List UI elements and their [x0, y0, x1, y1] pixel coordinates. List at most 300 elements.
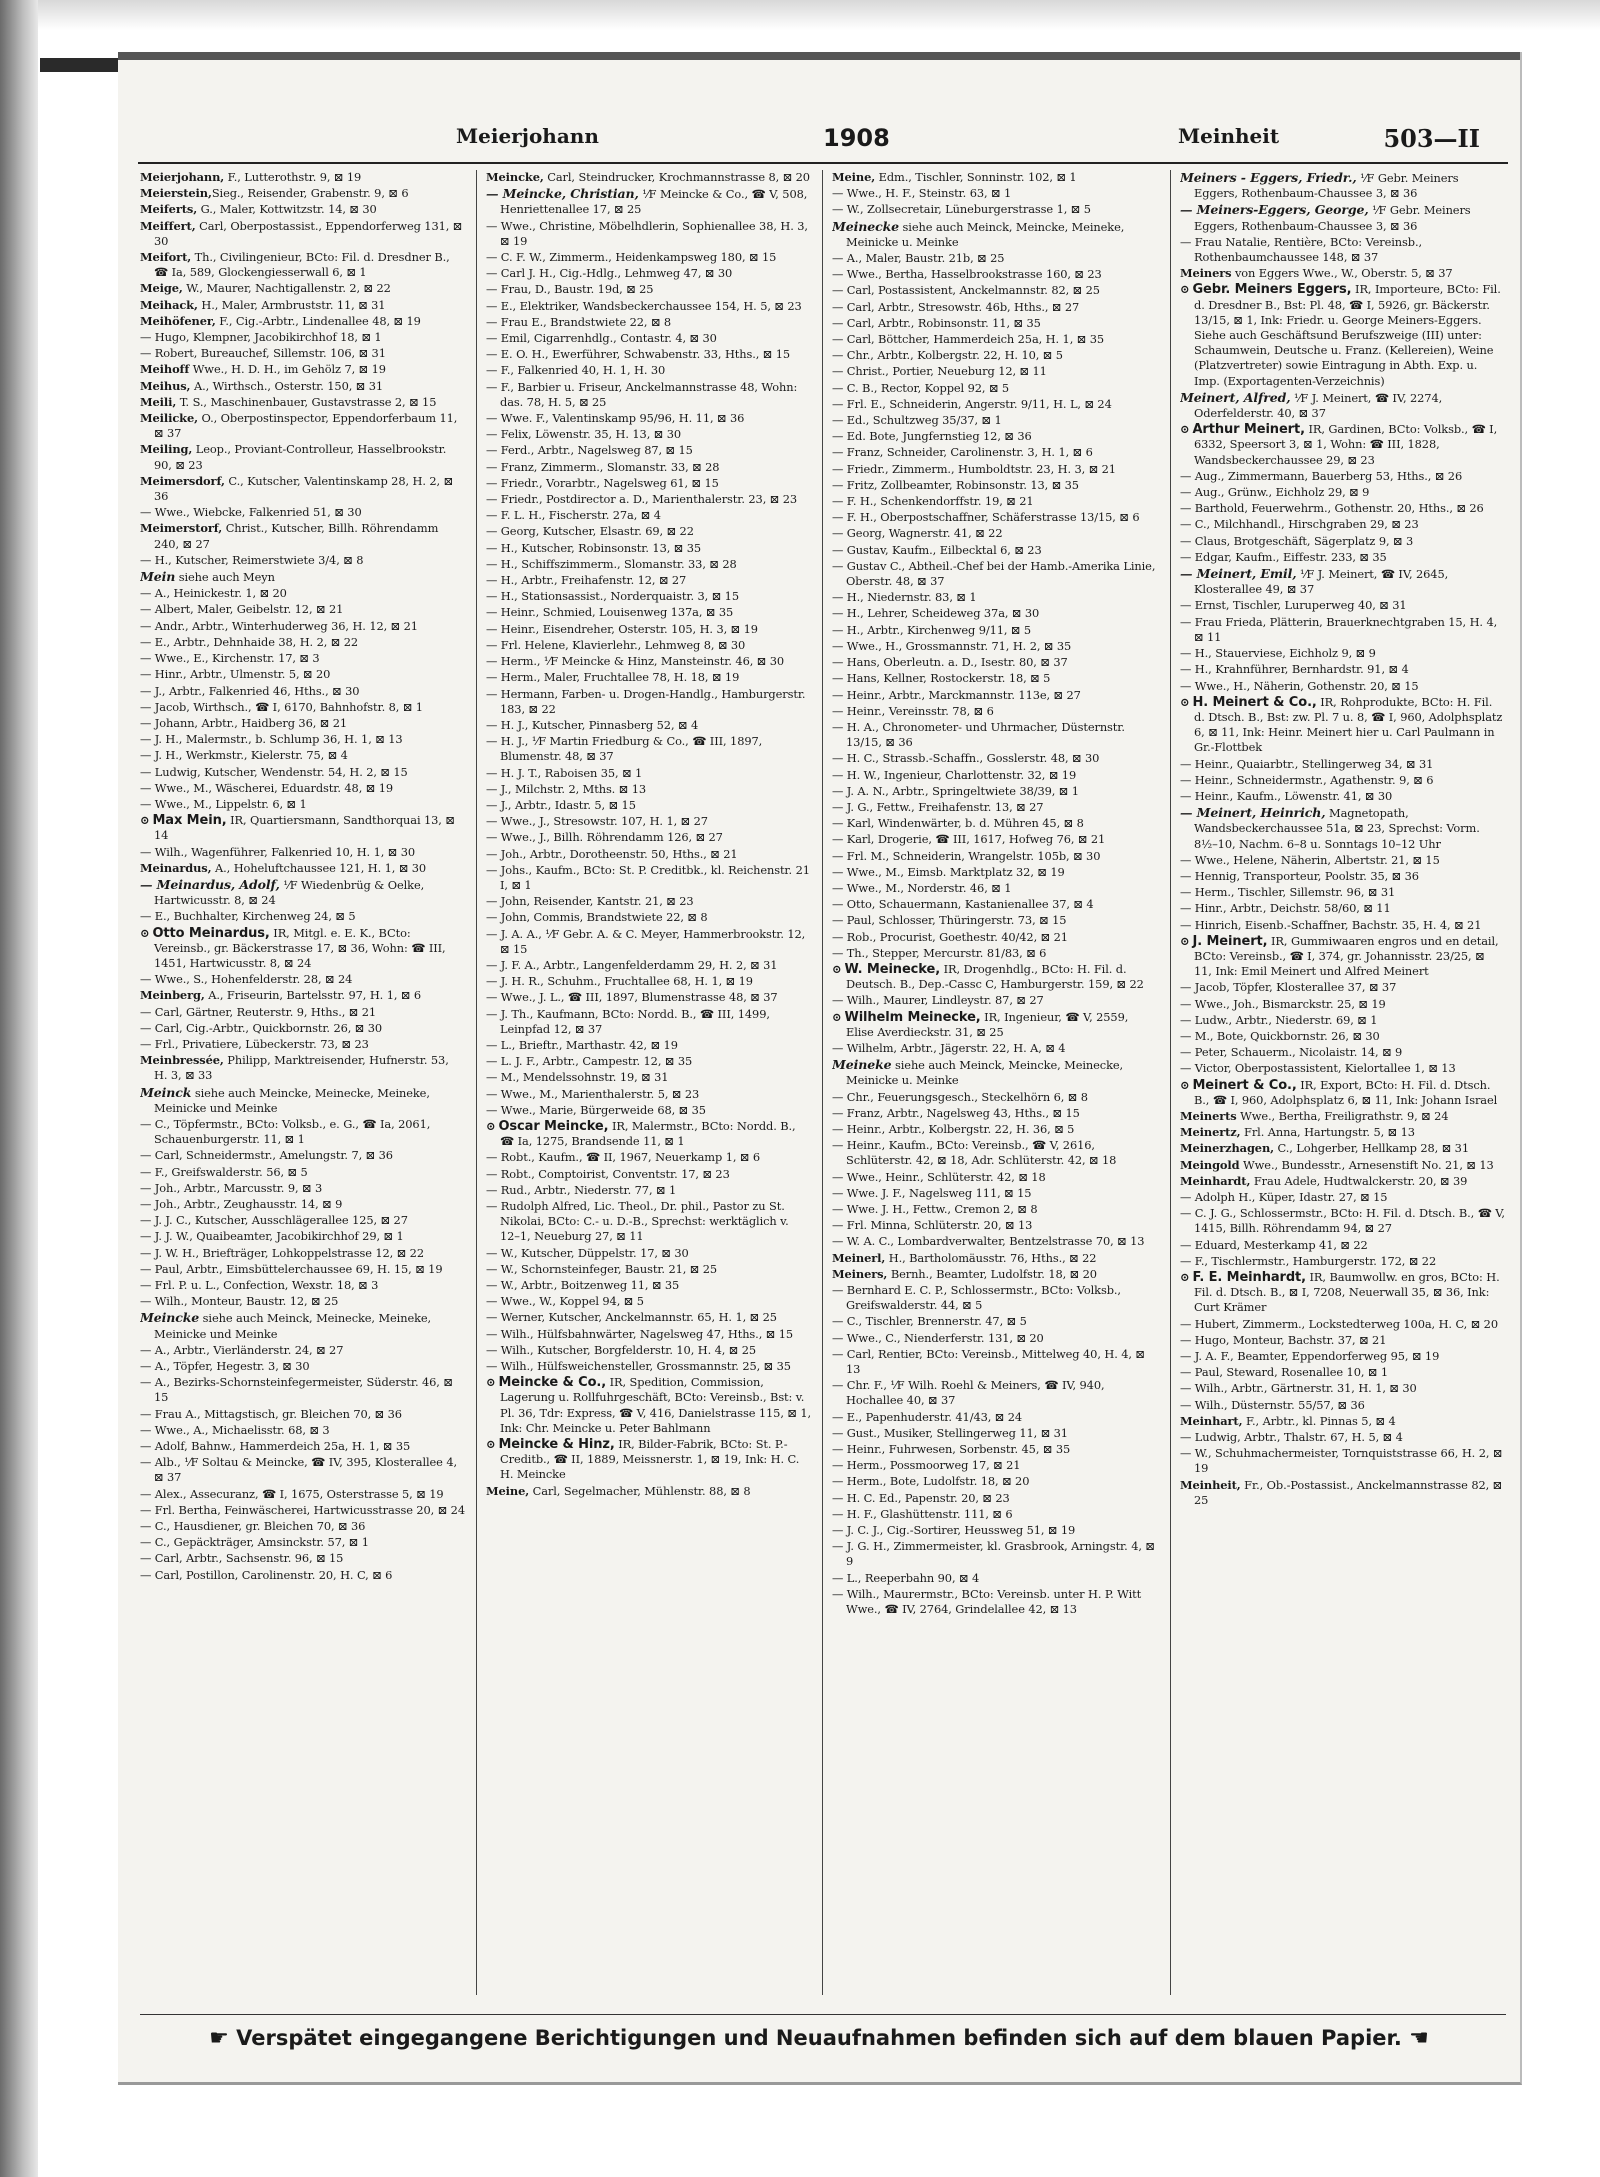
entry-name: Otto Meinardus,: [152, 925, 270, 941]
entry-details: — A., Arbtr., Vierländerstr. 24, ⊠ 27: [140, 1342, 344, 1357]
directory-entry: [832, 590, 1157, 605]
directory-entry: [486, 299, 811, 314]
entry-name: F. E. Meinhardt,: [1192, 1270, 1306, 1286]
directory-entry: [832, 1057, 1157, 1088]
directory-entry: [486, 380, 811, 410]
page-top-strip: [118, 52, 1520, 60]
directory-entry: [832, 1251, 1157, 1266]
directory-entry: [140, 1053, 465, 1083]
directory-entry: [1180, 550, 1505, 565]
directory-entry: [832, 300, 1157, 315]
entry-details: — Wilh., Hülfsweichensteller, Grossmannstr. 25, ⊠ 35: [486, 1359, 791, 1374]
entry-details: Leop., Proviant-Controlleur, Hasselbrookstr. 90, ⊠ 23: [154, 442, 447, 472]
directory-entry: [1180, 1206, 1505, 1236]
pointing-hand-right-icon: ☚: [1409, 2026, 1429, 2051]
directory-entry: [1180, 1254, 1505, 1269]
entry-details: — Herm., ⅟F Meincke & Hinz, Mansteinstr. 46, ⊠ 30: [486, 654, 785, 669]
entry-name: Meine,: [486, 1483, 530, 1498]
entry-details: — H., Lehrer, Scheideweg 37a, ⊠ 30: [832, 606, 1040, 621]
entry-details: — J. C. J., Cig.-Sortirer, Heussweg 51, ⊠ 19: [832, 1523, 1076, 1538]
directory-entry: [1180, 615, 1505, 645]
entry-details: — Aug., Grünw., Eichholz 29, ⊠ 9: [1180, 485, 1370, 500]
entry-details: — Frl., Privatiere, Lübeckerstr. 73, ⊠ 23: [140, 1036, 369, 1051]
entry-details: — Chr. F., ⅟F Wilh. Roehl & Meiners, ☎ IV, 940, Hochallee 40, ⊠ 37: [832, 1378, 1105, 1408]
entry-name: — Meiners-Eggers, George,: [1180, 202, 1369, 218]
entry-name: Meincke & Co.,: [498, 1375, 607, 1391]
entry-details: A., Friseurin, Bartelsstr. 97, H. 1, ⊠ 6: [204, 988, 421, 1003]
entry-details: — Wwe., H., Grossmannstr. 71, H. 2, ⊠ 35: [832, 638, 1072, 653]
directory-entry: [140, 1037, 465, 1052]
entry-details: H., Bartholomäusstr. 76, Hths., ⊠ 22: [885, 1250, 1097, 1265]
entry-details: — Carl, Arbtr., Stresowstr. 46b, Hths., ⊠ 27: [832, 299, 1080, 314]
directory-entry: [486, 718, 811, 733]
directory-entry: [1180, 918, 1505, 933]
directory-entry: [486, 958, 811, 973]
entry-details: Carl, Oberpostassist., Eppendorferweg 131, ⊠ 30: [154, 218, 463, 248]
directory-entry: [486, 670, 811, 685]
directory-entry: [486, 605, 811, 620]
directory-entry: [832, 1170, 1157, 1185]
entry-name: Meifort,: [140, 250, 192, 265]
directory-entry: [140, 1535, 465, 1550]
entry-name: Meinertz,: [1180, 1125, 1241, 1140]
entry-details: siehe auch Meinck, Meincke, Meinecke, Meinicke u. Meinke: [846, 1058, 1124, 1088]
entry-details: — Wwe., W., Koppel 94, ⊠ 5: [486, 1294, 644, 1309]
scan-edge-top: [38, 0, 1600, 30]
pointing-hand-left-icon: ☛: [209, 2026, 229, 2051]
entry-details: — E., Buchhalter, Kirchenweg 24, ⊠ 5: [140, 909, 356, 924]
entry-details: — Hennig, Transporteur, Poolstr. 35, ⊠ 36: [1180, 868, 1419, 883]
entry-name: Meierjohann,: [140, 170, 225, 184]
entry-details: ⅟F J. Meinert, ☎ IV, 2645, Klosterallee 49, ⊠ 37: [1194, 567, 1449, 597]
directory-entry: [140, 553, 465, 568]
directory-entry: [832, 623, 1157, 638]
entry-details: F., Arbtr., kl. Pinnas 5, ⊠ 4: [1242, 1413, 1396, 1428]
entry-details: — Frl. E., Schneiderin, Angerstr. 9/11, H. L, ⊠ 24: [832, 396, 1112, 411]
entry-name: Meiffert,: [140, 218, 196, 233]
directory-entry: [486, 347, 811, 362]
entry-name: Wilhelm Meinecke,: [844, 1009, 981, 1025]
directory-entry: [486, 1246, 811, 1261]
entry-details: — J. G., Fettw., Freihafenstr. 13, ⊠ 27: [832, 799, 1044, 814]
directory-entry: [1180, 598, 1505, 613]
header-left-word: Meierjohann: [456, 124, 599, 148]
entry-details: — J. H., Werkmstr., Kielerstr. 75, ⊠ 4: [140, 748, 348, 763]
directory-entry: [832, 364, 1157, 379]
entry-details: — Franz, Arbtr., Nagelsweg 43, Hths., ⊠ 15: [832, 1105, 1080, 1120]
entry-details: IR, Quartiersmann, Sandthorquai 13, ⊠ 14: [154, 813, 455, 843]
entry-details: — C., Tischler, Brennerstr. 47, ⊠ 5: [832, 1314, 1027, 1329]
entry-name: Meinhardt,: [1180, 1173, 1251, 1188]
directory-entry: [486, 266, 811, 281]
directory-entry: [140, 186, 465, 201]
registered-firm-icon: ⊙: [486, 1375, 496, 1390]
directory-entry: [1180, 1317, 1505, 1332]
entry-name: Meincke & Hinz,: [498, 1437, 615, 1453]
entry-details: — L. J. F., Arbtr., Campestr. 12, ⊠ 35: [486, 1054, 693, 1069]
entry-details: Fr., Ob.-Postassist., Anckelmannstrasse 82, ⊠ 25: [1194, 1477, 1503, 1507]
directory-entry: [832, 946, 1157, 961]
entry-name: Meinert, Alfred,: [1180, 389, 1291, 405]
entry-details: Wwe., H. D. H., im Gehölz 7, ⊠ 19: [189, 362, 386, 377]
entry-details: — Emil, Cigarrenhdlg., Contastr. 4, ⊠ 30: [486, 331, 717, 346]
directory-entry: [486, 557, 811, 572]
directory-entry: [832, 606, 1157, 621]
directory-entry: [1180, 646, 1505, 661]
entry-details: G., Maler, Kottwitzstr. 14, ⊠ 30: [197, 202, 377, 217]
directory-entry: [832, 559, 1157, 589]
entry-details: — W., Schuhmachermeister, Tornquiststrasse 66, H. 2, ⊠ 19: [1180, 1446, 1503, 1476]
directory-entry: [140, 1551, 465, 1566]
directory-entry: [486, 1278, 811, 1293]
entry-details: — J. H., Malermstr., b. Schlump 36, H. 1, ⊠ 13: [140, 732, 403, 747]
directory-entry: [486, 315, 811, 330]
entry-details: — Andr., Arbtr., Winterhuderweg 36, H. 12, ⊠ 21: [140, 618, 418, 633]
entry-details: — Georg, Kutscher, Elsastr. 69, ⊠ 22: [486, 524, 694, 539]
directory-entry: [486, 492, 811, 507]
entry-details: — Otto, Schauermann, Kastanienallee 37, ⊠ 4: [832, 897, 1094, 912]
directory-entry: [140, 1278, 465, 1293]
entry-details: — Wwe., Wiebcke, Falkenried 51, ⊠ 30: [140, 505, 362, 520]
directory-entry: [1180, 485, 1505, 500]
directory-entry: [832, 494, 1157, 509]
entry-details: — Wwe. J. F., Nagelsweg 111, ⊠ 15: [832, 1185, 1032, 1200]
entry-details: — Rudolph Alfred, Lic. Theol., Dr. phil., Pastor zu St. Nikolai, BCto: C.- u. D.-B., Sprechst: werktäglich v. 12–1, Neueburg 27, ⊠ 11: [486, 1199, 789, 1244]
directory-entry: [832, 800, 1157, 815]
entry-details: — Friedr., Postdirector a. D., Marienthalerstr. 23, ⊠ 23: [486, 492, 797, 507]
directory-entry: [486, 863, 811, 893]
entry-details: Wwe., Bundesstr., Arnesenstift No. 21, ⊠ 13: [1239, 1157, 1494, 1172]
entry-details: ⅟F Wiedenbrüg & Oelke, Hartwicusstr. 8, ⊠ 24: [154, 877, 425, 908]
entry-details: — Johs., Kaufm., BCto: St. P. Creditbk., kl. Reichenstr. 21 I, ⊠ 1: [486, 862, 810, 892]
entry-details: — F. H., Schenkendorffstr. 19, ⊠ 21: [832, 494, 1034, 509]
entry-details: — Barthold, Feuerwehrm., Gothenstr. 20, Hths., ⊠ 26: [1180, 501, 1484, 516]
entry-details: — Heinr., Quaiarbtr., Stellingerweg 34, ⊠ 31: [1180, 756, 1434, 771]
entry-details: — Frau Frieda, Plätterin, Brauerknechtgraben 15, H. 4, ⊠ 11: [1180, 614, 1498, 644]
entry-details: ⅟F Gebr. Meiners Eggers, Rothenbaum-Chaussee 3, ⊠ 36: [1194, 203, 1471, 233]
entry-details: IR, Bilder-Fabrik, BCto: St. P.-Creditb., ☎ II, 1889, Meissnerstr. 1, ⊠ 19, Ink: H. C. H. Meincke: [500, 1437, 800, 1482]
entry-details: Carl, Segelmacher, Mühlenstr. 88, ⊠ 8: [529, 1483, 751, 1498]
entry-details: — J., Milchstr. 2, Mths. ⊠ 13: [486, 781, 646, 796]
directory-entry: [1180, 679, 1505, 694]
directory-entry: [140, 1148, 465, 1163]
directory-entry: [486, 573, 811, 588]
entry-details: — Wilh., Hülfsbahnwärter, Nagelsweg 47, Hths., ⊠ 15: [486, 1326, 794, 1341]
directory-entry: [140, 170, 465, 185]
entry-details: IR, Malermstr., BCto: Nordd. B., ☎ Ia, 1275, Brandsende 11, ⊠ 1: [500, 1118, 796, 1149]
entry-details: — Claus, Brotgeschäft, Sägerplatz 9, ⊠ 3: [1180, 533, 1414, 548]
directory-entry: [140, 1310, 465, 1341]
directory-entry: [486, 847, 811, 862]
entry-details: — Hugo, Monteur, Bachstr. 37, ⊠ 21: [1180, 1332, 1387, 1347]
directory-entry: [140, 748, 465, 763]
entry-details: — Wwe., H., Näherin, Gothenstr. 20, ⊠ 15: [1180, 678, 1419, 693]
entry-details: IR, Rohprodukte, BCto: H. Fil. d. Dtsch. B., Bst: zw. Pl. 7 u. 8, ☎ I, 960, Adolphsplatz 6, ⊠ 11, Ink: Heinr. Meinert hier u. Carl Paulmann in Gr.-Flottbek: [1194, 694, 1503, 755]
entry-details: — F. H., Oberpostschaffner, Schäferstrasse 13/15, ⊠ 6: [832, 510, 1140, 525]
directory-entry: [140, 765, 465, 780]
directory-entry: [486, 1310, 811, 1325]
entry-details: — Alb., ⅟F Soltau & Meincke, ☎ IV, 395, Klosterallee 4, ⊠ 37: [140, 1455, 457, 1485]
directory-entry: [140, 521, 465, 551]
directory-entry: [832, 1283, 1157, 1313]
directory-entry: [486, 927, 811, 957]
registered-firm-icon: ⊙: [486, 1437, 496, 1452]
entry-name: Meilicke,: [140, 411, 198, 426]
entry-details: — Wwe., S., Hohenfelderstr. 28, ⊠ 24: [140, 972, 353, 987]
directory-entry: [1180, 997, 1505, 1012]
entry-details: — Hinr., Arbtr., Ulmenstr. 5, ⊠ 20: [140, 667, 331, 682]
entry-details: — Georg, Wagnerstr. 41, ⊠ 22: [832, 526, 1003, 541]
entry-details: — Hugo, Klempner, Jacobikirchhof 18, ⊠ 1: [140, 330, 382, 345]
directory-entry: [1180, 282, 1505, 388]
directory-entry: [1180, 235, 1505, 265]
entry-details: — Wwe., C., Nienderferstr. 131, ⊠ 20: [832, 1330, 1044, 1345]
directory-entry: [486, 250, 811, 265]
entry-details: — Karl, Windenwärter, b. d. Mühren 45, ⊠ 8: [832, 816, 1084, 831]
directory-entry: [832, 720, 1157, 750]
entry-details: T. S., Maschinenbauer, Gustavstrasse 2, ⊠ 15: [176, 394, 437, 409]
directory-entry: [832, 1314, 1157, 1329]
directory-entry: [832, 913, 1157, 928]
directory-entry: [140, 1503, 465, 1518]
entry-details: — Heinr., Schneidermstr., Agathenstr. 9, ⊠ 6: [1180, 772, 1434, 787]
directory-entry: [832, 543, 1157, 558]
entry-details: — H., Arbtr., Freihafenstr. 12, ⊠ 27: [486, 573, 687, 588]
entry-details: — Carl, Gärtner, Reuterstr. 9, Hths., ⊠ 21: [140, 1004, 377, 1019]
directory-entry: [140, 314, 465, 329]
directory-entry: [486, 1103, 811, 1118]
entry-details: — J. J. C., Kutscher, Ausschlägerallee 125, ⊠ 27: [140, 1213, 408, 1228]
entry-name: Meinecke: [832, 218, 900, 234]
directory-entry: [1180, 266, 1505, 281]
directory-entry: [486, 443, 811, 458]
directory-entry: [832, 381, 1157, 396]
directory-entry: [1180, 695, 1505, 756]
entry-details: — Carl, Schneidermstr., Amelungstr. 7, ⊠ 36: [140, 1148, 393, 1163]
entry-details: IR, Ingenieur, ☎ V, 2559, Elise Averdieckstr. 31, ⊠ 25: [846, 1009, 1129, 1039]
directory-entry: [1180, 662, 1505, 677]
directory-entry: [140, 330, 465, 345]
entry-details: — Carl, Postassistent, Anckelmannstr. 82, ⊠ 25: [832, 283, 1100, 298]
entry-details: — Rud., Arbtr., Niederstr. 77, ⊠ 1: [486, 1182, 677, 1197]
directory-entry: [832, 1507, 1157, 1522]
entry-details: — H. F., Glashüttenstr. 111, ⊠ 6: [832, 1506, 1013, 1521]
entry-details: — Herm., Possmoorweg 17, ⊠ 21: [832, 1458, 1021, 1473]
directory-entry: [140, 988, 465, 1003]
directory-entry: [832, 881, 1157, 896]
entry-details: — E., Papenhuderstr. 41/43, ⊠ 24: [832, 1409, 1023, 1424]
directory-entry: [832, 816, 1157, 831]
directory-entry: [140, 1021, 465, 1036]
entry-details: — Joh., Arbtr., Marcusstr. 9, ⊠ 3: [140, 1180, 323, 1195]
entry-details: Sieg., Reisender, Grabenstr. 9, ⊠ 6: [211, 186, 409, 201]
entry-details: — J. F. A., Arbtr., Langenfelderdamm 29, H. 2, ⊠ 31: [486, 957, 778, 972]
entry-name: — Meincke, Christian,: [486, 186, 639, 202]
directory-entry: [1180, 390, 1505, 421]
column-divider: [822, 170, 823, 1995]
directory-entry: [486, 427, 811, 442]
entry-details: — Carl, Rentier, BCto: Vereinsb., Mittelweg 40, H. 4, ⊠ 13: [832, 1346, 1145, 1377]
entry-details: — A., Töpfer, Hegestr. 3, ⊠ 30: [140, 1359, 310, 1374]
entry-details: IR, Gummiwaaren engros und en detail, BCto: Vereinsb., ☎ I, 374, gr. Johannisstr. 23/25, ⊠ 11, Ink: Emil Meinert und Alfred Meinert: [1194, 933, 1499, 979]
entry-name: Meinberg,: [140, 988, 205, 1003]
directory-entry: [486, 1359, 811, 1374]
directory-entry: [832, 462, 1157, 477]
directory-entry: [140, 619, 465, 634]
entry-details: — H., Krahnführer, Bernhardstr. 91, ⊠ 4: [1180, 662, 1409, 677]
entry-details: — Heinr., Kaufm., Löwenstr. 41, ⊠ 30: [1180, 788, 1393, 803]
directory-entry: [1180, 1381, 1505, 1396]
directory-entry: [832, 397, 1157, 412]
directory-entry: [140, 474, 465, 504]
entry-details: — Wwe., J. L., ☎ III, 1897, Blumenstrasse 48, ⊠ 37: [486, 990, 778, 1005]
entry-details: — Gustav, Kaufm., Eilbecktal 6, ⊠ 23: [832, 542, 1042, 557]
entry-details: — J. A. F., Beamter, Eppendorferweg 95, ⊠ 19: [1180, 1349, 1440, 1364]
entry-details: — Albert, Maler, Geibelstr. 12, ⊠ 21: [140, 602, 344, 617]
entry-details: — Wwe., Christine, Möbelhdlerin, Sophienallee 38, H. 3, ⊠ 19: [486, 218, 808, 248]
directory-entry: [832, 429, 1157, 444]
directory-entry: [832, 267, 1157, 282]
directory-entry: [1180, 1349, 1505, 1364]
entry-details: Wwe., Bertha, Freiligrathstr. 9, ⊠ 24: [1236, 1108, 1449, 1123]
entry-details: — W., Zollsecretair, Lüneburgerstrasse 1, ⊠ 5: [832, 202, 1091, 217]
directory-entry: [486, 830, 811, 845]
directory-entry: [832, 1331, 1157, 1346]
entry-details: Edm., Tischler, Sonninstr. 102, ⊠ 1: [875, 170, 1077, 184]
directory-entry: [140, 505, 465, 520]
entry-name: Meimerstorf,: [140, 521, 223, 536]
directory-entry: [140, 1568, 465, 1583]
directory-entry: [832, 413, 1157, 428]
entry-name: Meincke,: [486, 170, 544, 184]
entry-details: — C. B., Rector, Koppel 92, ⊠ 5: [832, 380, 1010, 395]
directory-entry: [140, 1423, 465, 1438]
directory-entry: [486, 894, 811, 909]
directory-entry: [832, 1138, 1157, 1168]
entry-details: — H. A., Chronometer- und Uhrmacher, Düsternstr. 13/15, ⊠ 36: [832, 719, 1125, 750]
directory-entry: [486, 734, 811, 764]
entry-details: — Frau Natalie, Rentière, BCto: Vereinsb., Rothenbaumchaussee 148, ⊠ 37: [1180, 234, 1422, 265]
header-page-number: 503—II: [1383, 124, 1480, 153]
entry-details: — A., Maler, Baustr. 21b, ⊠ 25: [832, 251, 1005, 266]
header-right-word: Meinheit: [1178, 124, 1280, 148]
directory-entry: [140, 346, 465, 361]
directory-entry: [486, 798, 811, 813]
entry-details: — Hinr., Arbtr., Deichstr. 58/60, ⊠ 11: [1180, 901, 1391, 916]
directory-entry: [140, 569, 465, 585]
directory-entry: [832, 1491, 1157, 1506]
directory-entry: [140, 362, 465, 377]
directory-entry: [832, 219, 1157, 250]
entry-details: — Ludwig, Kutscher, Wendenstr. 54, H. 2, ⊠ 15: [140, 764, 408, 779]
entry-details: IR, Drogenhdlg., BCto: H. Fil. d. Deutsch. B., Dep.-Cassc C, Hamburgerstr. 159, ⊠ 22: [846, 961, 1144, 992]
directory-entry: [1180, 534, 1505, 549]
entry-name: Meierstein,: [140, 186, 212, 201]
registered-firm-icon: ⊙: [1180, 694, 1190, 709]
entry-details: — Heinr., Fuhrwesen, Sorbenstr. 45, ⊠ 35: [832, 1442, 1071, 1457]
entry-details: A., Wirthsch., Osterstr. 150, ⊠ 31: [190, 378, 384, 393]
entry-details: — Friedr., Vorarbtr., Nagelsweg 61, ⊠ 15: [486, 475, 719, 490]
entry-details: — Wilh., Monteur, Baustr. 12, ⊠ 25: [140, 1294, 339, 1309]
directory-columns: [140, 170, 1510, 1995]
entry-details: — Carl, Böttcher, Hammerdeich 25a, H. 1, ⊠ 35: [832, 332, 1104, 347]
entry-details: Magnetopath, Wandsbeckerchaussee 51a, ⊠ 23, Sprechst: Vorm. 8½–10, Nachm. 6–8 u. Sonntags 10–12 Uhr: [1194, 806, 1480, 851]
directory-entry: [140, 1375, 465, 1405]
entry-details: C., Kutscher, Valentinskamp 28, H. 2, ⊠ 36: [154, 473, 454, 504]
entry-details: — L., Reeperbahn 90, ⊠ 4: [832, 1570, 980, 1585]
entry-details: — Wwe., Bertha, Hasselbrookstrasse 160, ⊠ 23: [832, 267, 1102, 282]
directory-entry: [140, 781, 465, 796]
directory-entry: [832, 1426, 1157, 1441]
registered-firm-icon: ⊙: [1180, 422, 1190, 437]
entry-name: Meincke: [140, 1310, 200, 1326]
registered-firm-icon: ⊙: [832, 961, 842, 976]
entry-details: — Franz, Zimmerm., Slomanstr. 33, ⊠ 28: [486, 459, 720, 474]
directory-entry: [486, 910, 811, 925]
directory-entry: [832, 526, 1157, 541]
entry-details: — Rob., Procurist, Goethestr. 40/42, ⊠ 21: [832, 929, 1068, 944]
entry-details: — Wwe., Heinr., Schlüterstr. 42, ⊠ 18: [832, 1169, 1046, 1184]
entry-details: — Edgar, Kaufm., Eiffestr. 233, ⊠ 35: [1180, 549, 1387, 564]
directory-entry: [1180, 1270, 1505, 1316]
entry-name: Meiners - Eggers, Friedr.,: [1180, 170, 1357, 185]
directory-entry: [140, 202, 465, 217]
directory-entry: [486, 622, 811, 637]
directory-entry: [832, 348, 1157, 363]
directory-entry: [832, 1587, 1157, 1617]
entry-name: Meingold: [1180, 1157, 1240, 1172]
directory-entry: [1180, 517, 1505, 532]
entry-details: F., Cig.-Arbtr., Lindenallee 48, ⊠ 19: [215, 313, 421, 328]
directory-entry: [832, 1010, 1157, 1040]
directory-entry: [832, 478, 1157, 493]
directory-entry: [486, 1294, 811, 1309]
entry-details: C., Lohgerber, Hellkamp 28, ⊠ 31: [1274, 1141, 1469, 1156]
directory-entry: [140, 1085, 465, 1116]
directory-entry: [1180, 170, 1505, 201]
entry-details: — H. W., Ingenieur, Charlottenstr. 32, ⊠ 19: [832, 767, 1077, 782]
entry-details: — Carl, Cig.-Arbtr., Quickbornstr. 26, ⊠ 30: [140, 1020, 383, 1035]
entry-details: Carl, Steindrucker, Krochmannstrasse 8, ⊠ 20: [543, 170, 810, 184]
directory-entry: [140, 651, 465, 666]
entry-details: — Hubert, Zimmerm., Lockstedterweg 100a, H. C, ⊠ 20: [1180, 1316, 1498, 1331]
directory-entry: [1180, 853, 1505, 868]
entry-details: — C., Töpfermstr., BCto: Volksb., e. G., ☎ Ia, 2061, Schauenburgerstr. 11, ⊠ 1: [140, 1116, 431, 1147]
directory-entry: [486, 282, 811, 297]
footer-rule: [140, 2014, 1506, 2015]
directory-entry: [832, 316, 1157, 331]
directory-entry: [486, 589, 811, 604]
entry-details: — H., Niedernstr. 83, ⊠ 1: [832, 590, 977, 605]
directory-entry: [1180, 1125, 1505, 1140]
directory-entry: [832, 1442, 1157, 1457]
directory-entry: [832, 1267, 1157, 1282]
entry-details: — Wilh., Düsternstr. 55/57, ⊠ 36: [1180, 1397, 1365, 1412]
directory-entry: [832, 332, 1157, 347]
directory-entry: [832, 1410, 1157, 1425]
directory-entry: [1180, 1478, 1505, 1508]
entry-details: IR, Spedition, Commission, Lagerung u. Rollfuhrgeschäft, BCto: Vereinsb., Bst: v. Pl. 36, Tdr: Express, ☎ V, 416, Danielstrasse 115, ⊠ 1, Ink: Chr. Meincke u. Peter Bahlmann: [500, 1375, 811, 1435]
directory-entry: [140, 586, 465, 601]
entry-details: — F., Barbier u. Friseur, Anckelmannstrasse 48, Wohn: das. 78, H. 5, ⊠ 25: [486, 379, 798, 409]
directory-entry: [832, 865, 1157, 880]
entry-details: — J. H. R., Schuhm., Fruchtallee 68, H. 1, ⊠ 19: [486, 974, 753, 989]
directory-entry: [486, 782, 811, 797]
entry-details: — Ernst, Tischler, Luruperweg 40, ⊠ 31: [1180, 598, 1407, 613]
directory-entry: [832, 639, 1157, 654]
entry-details: — Carl, Arbtr., Sachsenstr. 96, ⊠ 15: [140, 1551, 344, 1566]
directory-entry: [486, 1054, 811, 1069]
